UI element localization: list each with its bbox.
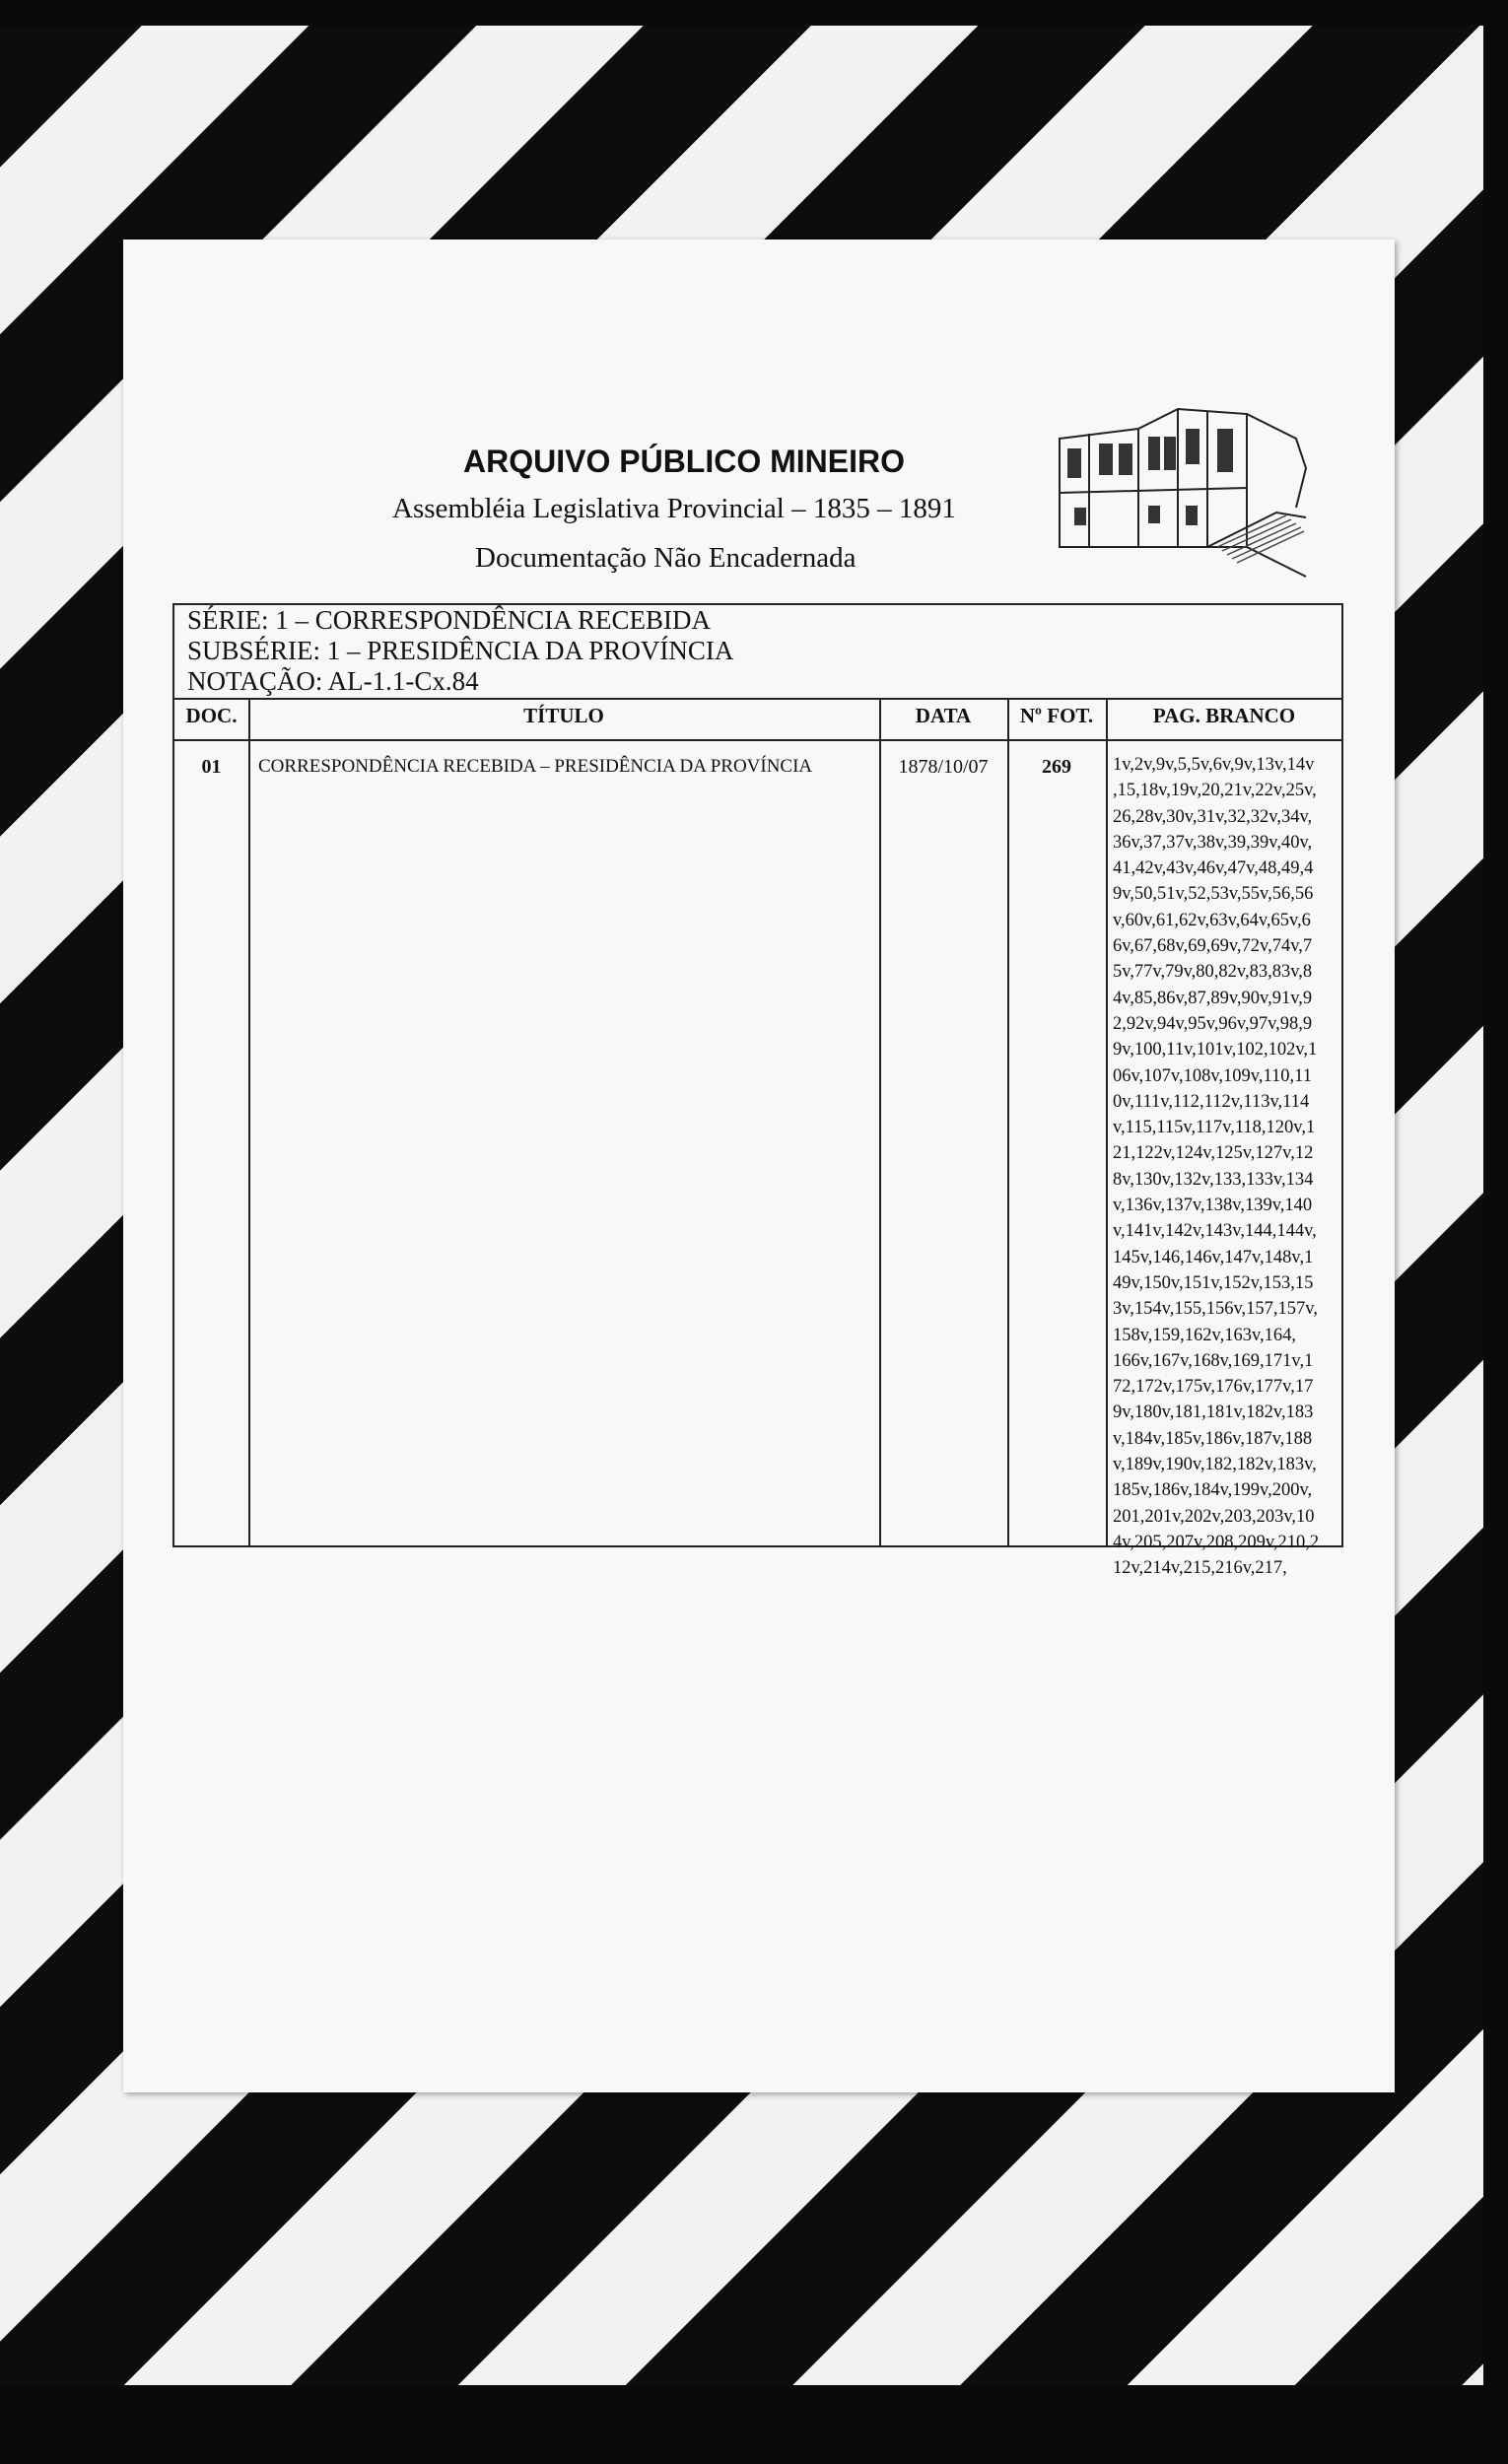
row-data: 1878/10/07 xyxy=(898,756,989,778)
row-nfot: 269 xyxy=(1042,756,1071,778)
scan-frame-right xyxy=(1483,0,1508,2464)
pag-branco-line: 2,92v,94v,95v,96v,97v,98,9 xyxy=(1113,1013,1313,1034)
pag-branco-line: 166v,167v,168v,169,171v,1 xyxy=(1113,1350,1314,1371)
pag-branco-line: 12v,214v,215,216v,217, xyxy=(1113,1558,1287,1579)
inventory-table xyxy=(172,698,1343,1579)
column-header-pag: PAG. BRANCO xyxy=(1152,704,1296,727)
building-illustration-icon xyxy=(1050,399,1316,586)
pag-branco-line: 26,28v,30v,31v,32,32v,34v, xyxy=(1113,806,1313,827)
documentation-subtitle: Documentação Não Encadernada xyxy=(475,542,857,574)
row-doc-number: 01 xyxy=(201,756,222,778)
col-divider-data xyxy=(1007,700,1009,1545)
pag-branco-line: 4v,85,86v,87,89v,90v,91v,9 xyxy=(1113,988,1313,1008)
notacao-label: NOTAÇÃO: AL-1.1-Cx.84 xyxy=(187,666,479,696)
header-divider xyxy=(174,739,1341,741)
institution-title: ARQUIVO PÚBLICO MINEIRO xyxy=(463,444,906,479)
pag-branco-line: 8v,130v,132v,133,133v,134 xyxy=(1113,1169,1314,1190)
pag-branco-line: 9v,50,51v,52,53v,55v,56,56 xyxy=(1113,884,1314,905)
pag-branco-line: 06v,107v,108v,109v,110,11 xyxy=(1113,1065,1312,1086)
pag-branco-line: v,189v,190v,182,182v,183v, xyxy=(1113,1455,1317,1475)
column-header-doc: DOC. xyxy=(185,704,238,727)
serie-label: SÉRIE: 1 – CORRESPONDÊNCIA RECEBIDA xyxy=(187,605,712,635)
pag-branco-line: 36v,37,37v,38v,39,39v,40v, xyxy=(1113,832,1313,853)
column-header-data: DATA xyxy=(915,704,972,727)
pag-branco-line: v,115,115v,117v,118,120v,1 xyxy=(1113,1118,1316,1138)
column-header-titulo: TÍTULO xyxy=(523,704,604,727)
pag-branco-line: 41,42v,43v,46v,47v,48,49,4 xyxy=(1113,858,1314,879)
pag-branco-line: 145v,146,146v,147v,148v,1 xyxy=(1113,1247,1314,1267)
pag-branco-line: 72,172v,175v,176v,177v,17 xyxy=(1113,1377,1314,1398)
pag-branco-line: v,184v,185v,186v,187v,188 xyxy=(1113,1428,1313,1449)
col-divider-doc xyxy=(248,700,250,1545)
pag-branco-line: 49v,150v,151v,152v,153,15 xyxy=(1113,1272,1314,1293)
subserie-label: SUBSÉRIE: 1 – PRESIDÊNCIA DA PROVÍNCIA xyxy=(187,636,734,665)
row-pag-branco-list xyxy=(1113,752,1337,1582)
scan-frame-bottom xyxy=(0,2385,1508,2464)
pag-branco-line: 3v,154v,155,156v,157,157v, xyxy=(1113,1299,1318,1320)
pag-branco-line: ,15,18v,19v,20,21v,22v,25v, xyxy=(1113,781,1317,801)
col-divider-nfot xyxy=(1106,700,1108,1545)
pag-branco-line: 4v,205,207v,208,209v,210,2 xyxy=(1113,1532,1320,1552)
col-divider-titulo xyxy=(879,700,881,1545)
pag-branco-line: 1v,2v,9v,5,5v,6v,9v,13v,14v xyxy=(1113,755,1315,775)
pag-branco-line: 6v,67,68v,69,69v,72v,74v,7 xyxy=(1113,936,1313,957)
scan-frame-top xyxy=(0,0,1508,26)
column-header-nfot: Nº FOT. xyxy=(1019,704,1094,727)
pag-branco-line: v,60v,61,62v,63v,64v,65v,6 xyxy=(1113,910,1311,930)
pag-branco-line: 185v,186v,184v,199v,200v, xyxy=(1113,1480,1313,1501)
collection-subtitle: Assembléia Legislativa Provincial – 1835 – 1891 xyxy=(392,493,956,524)
pag-branco-line: 201,201v,202v,203,203v,10 xyxy=(1113,1506,1315,1527)
pag-branco-line: 158v,159,162v,163v,164, xyxy=(1113,1325,1297,1345)
pag-branco-line: v,141v,142v,143v,144,144v, xyxy=(1113,1221,1317,1242)
pag-branco-line: 9v,100,11v,101v,102,102v,1 xyxy=(1113,1040,1318,1061)
pag-branco-line: 0v,111v,112,112v,113v,114 xyxy=(1113,1091,1310,1112)
row-titulo: CORRESPONDÊNCIA RECEBIDA – PRESIDÊNCIA DA PROVÍNCIA xyxy=(258,756,813,777)
pag-branco-line: 21,122v,124v,125v,127v,12 xyxy=(1113,1143,1314,1164)
pag-branco-line: v,136v,137v,138v,139v,140 xyxy=(1113,1196,1313,1216)
pag-branco-line: 5v,77v,79v,80,82v,83,83v,8 xyxy=(1113,962,1313,983)
pag-branco-line: 9v,180v,181,181v,182v,183 xyxy=(1113,1403,1314,1423)
